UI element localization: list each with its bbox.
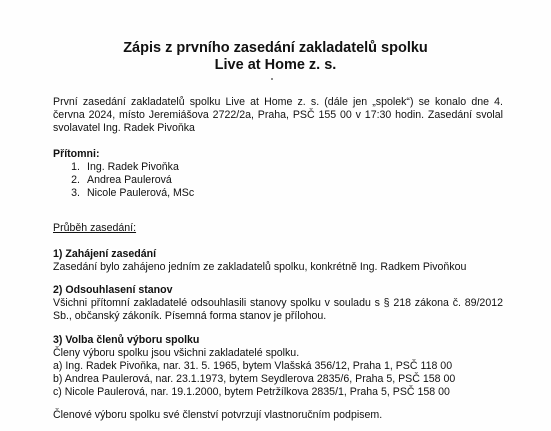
proceedings-heading: Průběh zasedání: bbox=[53, 222, 137, 234]
document-title-line2: Live at Home z. s. bbox=[214, 57, 337, 73]
closing-statement: Členové výboru spolku své členství potvrzují vlastnoručním podpisem. bbox=[53, 409, 383, 421]
list-item-name: Ing. Radek Pivoňka bbox=[87, 161, 179, 173]
present-heading: Přítomni: bbox=[53, 148, 100, 160]
section-1-text: Zasedání bylo zahájeno jedním ze zakladatelů spolku, konkrétně Ing. Radkem Pivoňkou bbox=[53, 261, 467, 273]
section-3-heading: 3) Volba členů výboru spolku bbox=[53, 334, 200, 346]
section-3-line-1: Členy výboru spolku jsou všichni zakladatelé spolku. bbox=[53, 347, 300, 359]
section-2-heading: 2) Odsouhlasení stanov bbox=[53, 284, 173, 296]
section-3-line-2: a) Ing. Radek Pivoňka, nar. 31. 5. 1965, bytem Vlašská 356/12, Praha 1, PSČ 118 00 bbox=[53, 360, 453, 372]
list-item-number: 3. bbox=[71, 187, 80, 199]
list-item-name: Andrea Paulerová bbox=[87, 174, 172, 186]
section-1-heading: 1) Zahájení zasedání bbox=[53, 248, 157, 260]
section-3-line-4: c) Nicole Paulerová, nar. 19.1.2000, bytem Petržílkova 2835/1, Praha 5, PSČ 158 00 bbox=[53, 386, 450, 398]
section-3-line-3: b) Andrea Paulerová, nar. 23.1.1973, bytem Seydlerova 2835/6, Praha 5, PSČ 158 00 bbox=[53, 373, 456, 385]
intro-paragraph: První zasedání zakladatelů spolku Live at Home z. s. (dále jen „spolek“) se konalo dne 4. června 2024, místo Jeremiášova 2722/2a, Praha, PSČ 155 00 v 17:30 hodin. Zasedání svolal svolavatel Ing. Radek Pivoňka bbox=[53, 96, 503, 134]
list-item bbox=[53, 187, 503, 200]
list-item-name: Nicole Paulerová, MSc bbox=[87, 187, 195, 199]
section-2-text: Všichni přítomní zakladatelé odsouhlasili stanovy spolku v souladu s § 218 zákona č. 89/2012 Sb., občanský zákoník. Písemná forma stanov je přílohou. bbox=[53, 297, 503, 322]
list-item-number: 2. bbox=[71, 174, 80, 186]
list-item-number: 1. bbox=[71, 161, 80, 173]
present-list bbox=[53, 161, 503, 200]
stray-dot bbox=[271, 78, 273, 80]
list-item bbox=[53, 161, 503, 174]
list-item bbox=[53, 174, 503, 187]
document-title-line1: Zápis z prvního zasedání zakladatelů spolku bbox=[123, 40, 428, 56]
